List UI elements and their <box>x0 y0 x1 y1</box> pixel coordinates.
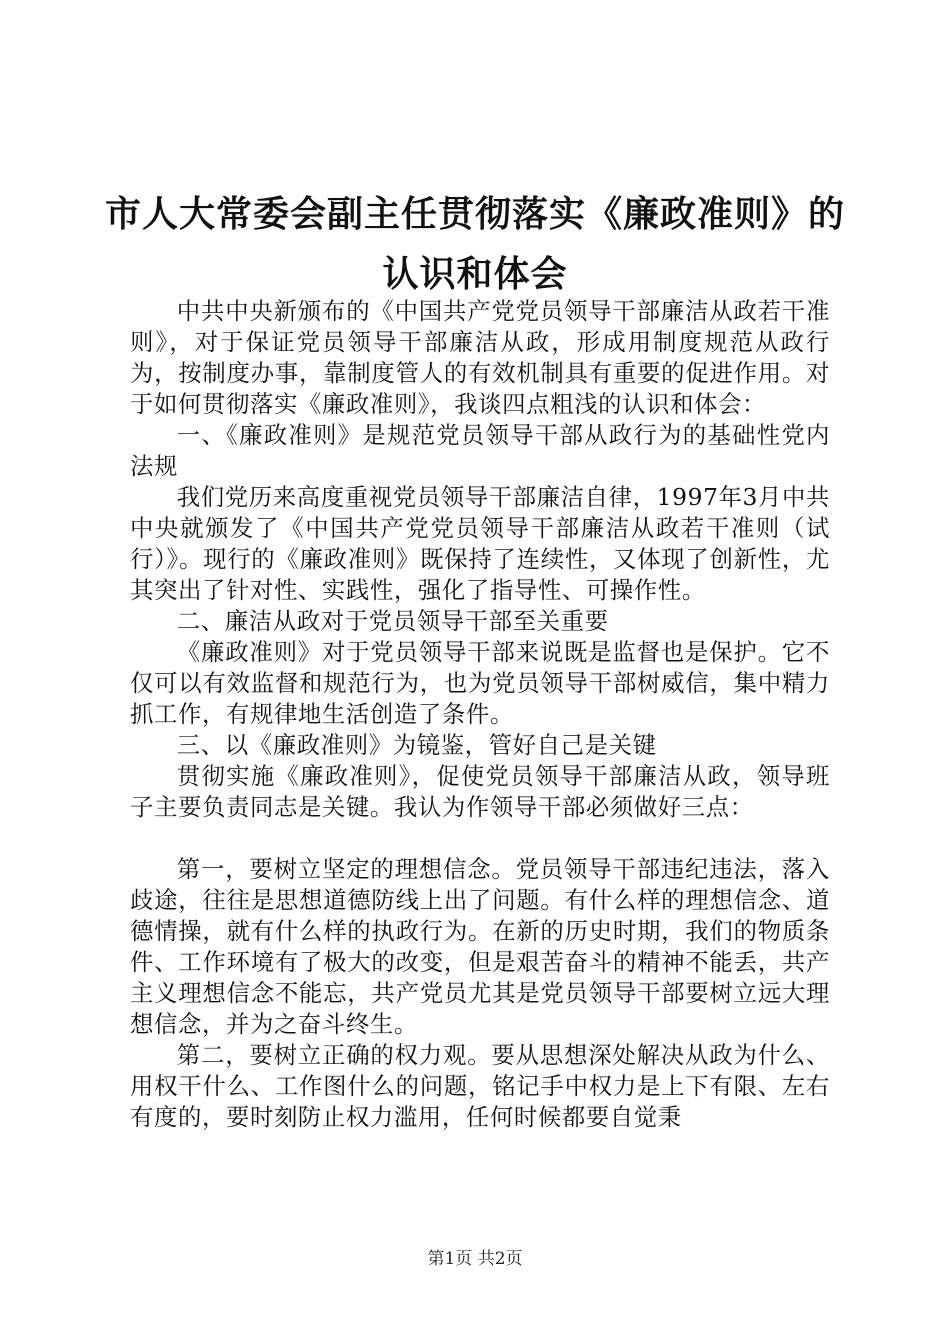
paragraph-point-2: 第二，要树立正确的权力观。要从思想深处解决从政为什么、用权干什么、工作图什么的问题，铭记手中权力是上下有限、左右有度的，要时刻防止权力滥用，任何时候都要自觉秉 <box>130 1041 830 1131</box>
paragraph-section-3: 贯彻实施《廉政准则》，促使党员领导干部廉洁从政，领导班子主要负责同志是关键。我认为作领导干部必须做好三点： <box>130 762 830 821</box>
page-footer: 第1页 共2页 <box>427 1249 523 1269</box>
paragraph-section-2: 《廉政准则》对于党员领导干部来说既是监督也是保护。它不仅可以有效监督和规范行为，也为党员领导干部树威信，集中精力抓工作，有规律地生活创造了条件。 <box>130 638 830 728</box>
paragraph-point-1: 第一，要树立坚定的理想信念。党员领导干部违纪违法，落入歧途，往往是思想道德防线上出了问题。有什么样的理想信念、道德情操，就有什么样的执政行为。在新的历史时期，我们的物质条件、工作环境有了极大的改变，但是艰苦奋斗的精神不能丢，共产主义理想信念不能忘，共产党员尤其是党员领导干部要树立远大理想信念，并为之奋斗终生。 <box>130 855 830 1038</box>
paragraph-section-1: 我们党历来高度重视党员领导干部廉洁自律，1997年3月中共中央就颁发了《中国共产党党员领导干部廉洁从政若干准则（试行）》。现行的《廉政准则》既保持了连续性，又体现了创新性，尤其突出了针对性、实践性，强化了指导性、可操作性。 <box>130 483 830 604</box>
paragraph-intro: 中共中央新颁布的《中国共产党党员领导干部廉洁从政若干准则》，对于保证党员领导干部廉洁从政，形成用制度规范从政行为，按制度办事，靠制度管人的有效机制具有重要的促进作用。对于如何贯彻落实《廉政准则》，我谈四点粗浅的认识和体会： <box>130 297 830 418</box>
document-title-line-2: 认识和体会 <box>382 253 568 295</box>
section-heading-2: 二、廉洁从政对于党员领导干部至关重要 <box>176 607 609 635</box>
document-title-line-1: 市人大常委会副主任贯彻落实《廉政准则》的 <box>104 193 845 235</box>
section-heading-1: 一、《廉政准则》是规范党员领导干部从政行为的基础性党内法规 <box>130 421 830 480</box>
document-body <box>130 296 830 1133</box>
section-heading-3: 三、以《廉政准则》为镜鉴，管好自己是关键 <box>176 731 657 759</box>
